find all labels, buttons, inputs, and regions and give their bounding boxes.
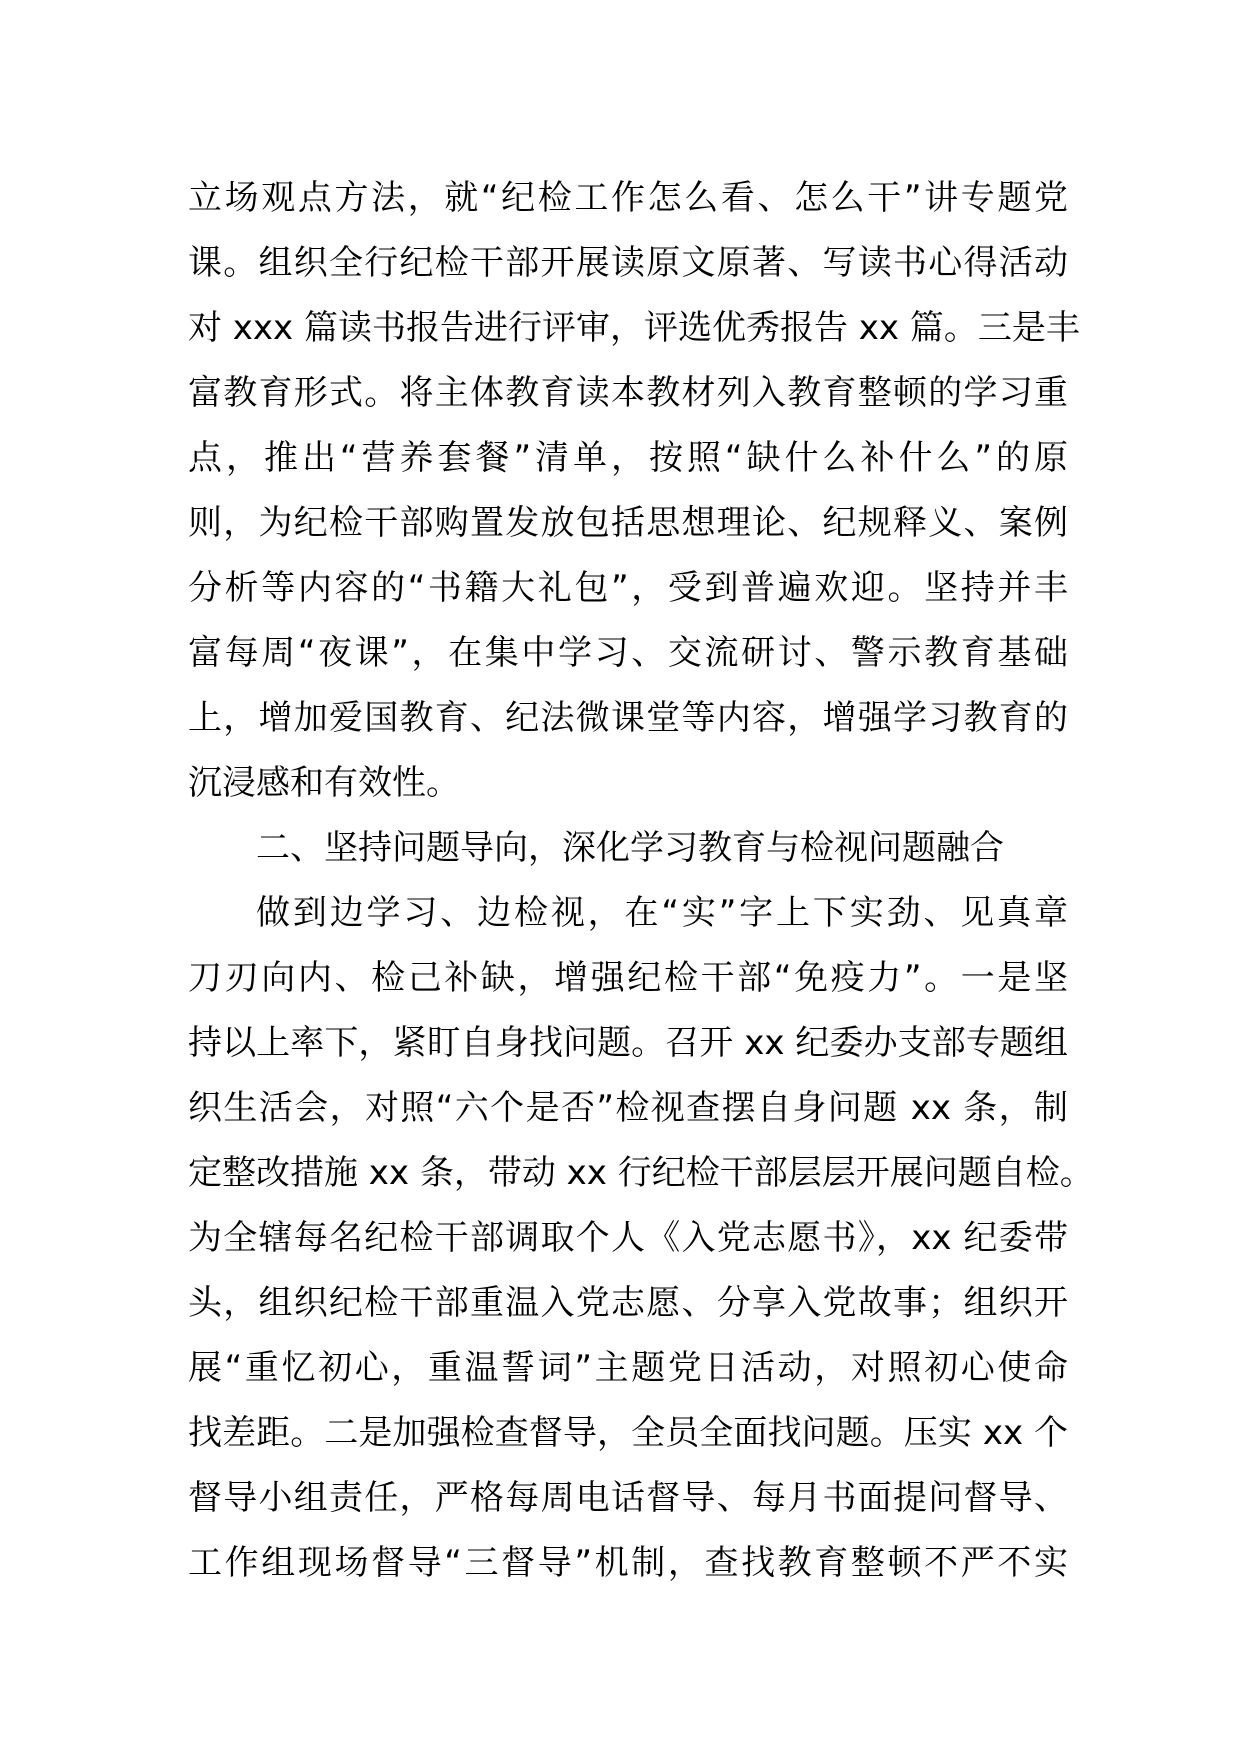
text-line: 定整改措施 xx 条，带动 xx 行纪检干部层层开展问题自检。 [188, 1153, 1094, 1193]
text-line: 分析等内容的“书籍大礼包”，受到普遍欢迎。坚持并丰 [188, 568, 1068, 608]
text-line: 则，为纪检干部购置发放包括思想理论、纪规释义、案例 [188, 503, 1068, 543]
text-line: 头，组织纪检干部重温入党志愿、分享入党故事；组织开 [188, 1283, 1068, 1323]
text-line: 刀刃向内、检己补缺，增强纪检干部“免疫力”。一是坚 [188, 958, 1068, 998]
text-line: 上，增加爱国教育、纪法微课堂等内容，增强学习教育的 [188, 698, 1068, 738]
text-line: 织生活会，对照“六个是否”检视查摆自身问题 xx 条，制 [188, 1088, 1068, 1128]
text-line: 找差距。二是加强检查督导，全员全面找问题。压实 xx 个 [188, 1413, 1068, 1453]
text-line: 对 xxx 篇读书报告进行评审，评选优秀报告 xx 篇。三是丰 [188, 308, 1080, 348]
text-line: 沉浸感和有效性。 [188, 763, 460, 803]
heading-text: 二、坚持问题导向，深化学习教育与检视问题融合 [256, 828, 1004, 868]
paragraph-1 [188, 166, 1080, 816]
text-line: 为全辖每名纪检干部调取个人《入党志愿书》，xx 纪委带 [188, 1218, 1068, 1258]
text-line: 富每周“夜课”，在集中学习、交流研讨、警示教育基础 [188, 633, 1068, 673]
text-line: 展“重忆初心，重温誓词”主题党日活动，对照初心使命 [188, 1348, 1068, 1388]
section-heading [188, 816, 1068, 881]
text-line: 持以上率下，紧盯自身找问题。召开 xx 纪委办支部专题组 [188, 1023, 1068, 1063]
text-line: 工作组现场督导“三督导”机制，查找教育整顿不严不实 [188, 1543, 1068, 1583]
text-line: 立场观点方法，就“纪检工作怎么看、怎么干”讲专题党 [188, 178, 1068, 218]
paragraph-2 [188, 881, 1094, 1596]
text-line: 点，推出“营养套餐”清单，按照“缺什么补什么”的原 [188, 438, 1068, 478]
text-line: 督导小组责任，严格每周电话督导、每月书面提问督导、 [188, 1478, 1068, 1518]
text-line: 富教育形式。将主体教育读本教材列入教育整顿的学习重 [188, 373, 1068, 413]
text-line: 课。组织全行纪检干部开展读原文原著、写读书心得活动 [188, 243, 1068, 283]
text-line: 做到边学习、边检视，在“实”字上下实劲、见真章 [256, 893, 1068, 933]
document-body [188, 166, 1094, 1596]
